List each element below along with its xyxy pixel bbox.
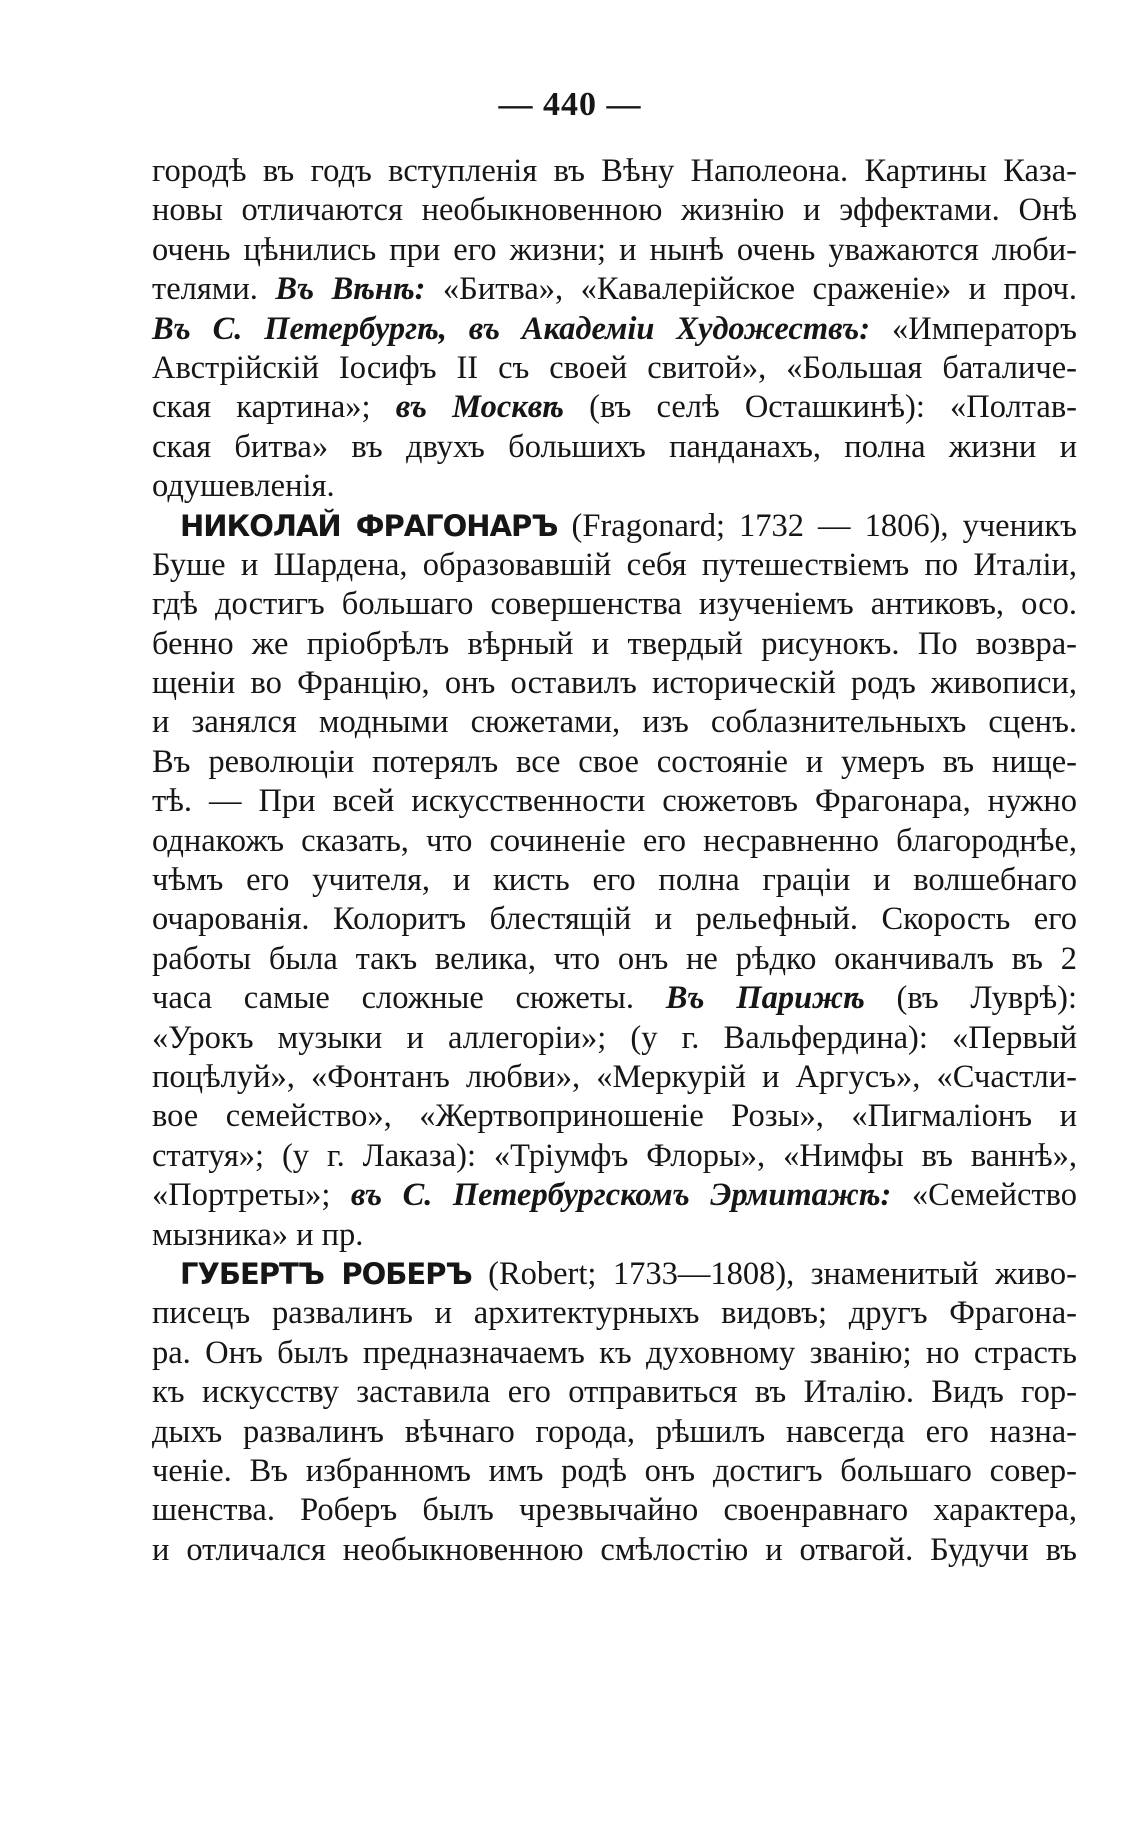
text-line: шенства. Роберъ былъ чрезвычайно своенравнаго характера, xyxy=(152,1492,1077,1529)
text-line: вое семейство», «Жертвоприношеніе Розы», «Пигмаліонъ и xyxy=(152,1098,1077,1135)
text-line xyxy=(152,388,1077,427)
text-line: очень цѣнились при его жизни; и нынѣ очень уважаются люби- xyxy=(152,231,1077,268)
text-line: городѣ въ годъ вступленія въ Вѣну Наполеона. Картины Каза- xyxy=(152,153,1077,189)
text-run: «Императоръ xyxy=(870,310,1077,347)
text-line: ская битва» въ двухъ большихъ панданахъ, полна жизни и xyxy=(152,428,1077,465)
location-italic: Въ Парижѣ xyxy=(665,980,865,1017)
text-line: гдѣ достигъ большаго совершенства изученіемъ антиковъ, осо. xyxy=(152,586,1077,623)
text-line: мызника» и пр. xyxy=(152,1216,364,1253)
body-text xyxy=(152,152,1077,1570)
text-line xyxy=(152,1176,1077,1215)
text-line: дыхъ развалинъ вѣчнаго города, рѣшилъ навсегда его назна- xyxy=(152,1413,1077,1450)
text-line: «Урокъ музыки и аллегоріи»; (у г. Вальфердина): «Первый xyxy=(152,1019,1077,1056)
text-run: «Портреты»; xyxy=(152,1177,351,1214)
text-line xyxy=(152,270,1077,309)
location-italic: въ Москвѣ xyxy=(395,389,564,426)
text-line xyxy=(152,1255,1077,1294)
text-line: тѣ. — При всей искусственности сюжетовъ Фрагонара, нужно xyxy=(152,783,1077,820)
text-line: Въ революціи потерялъ все свое состояніе и умеръ въ нище- xyxy=(152,743,1077,780)
text-line: поцѣлуй», «Фонтанъ любви», «Меркурій и Аргусъ», «Счастли- xyxy=(152,1058,1077,1095)
text-run: (Fragonard; 1732 — 1806), ученикъ xyxy=(557,507,1077,544)
text-run: (въ Луврѣ): xyxy=(864,980,1077,1017)
text-run: телями. xyxy=(152,271,276,308)
text-line: и отличался необыкновенною смѣлостію и отвагой. Будучи въ xyxy=(152,1531,1077,1568)
text-run: (въ селѣ Осташкинѣ): «Полтав- xyxy=(563,389,1078,426)
text-line: бенно же пріобрѣлъ вѣрный и твердый рисунокъ. По возвра- xyxy=(152,625,1077,662)
text-line: однакожъ сказать, что сочиненіе его несравненно благороднѣе, xyxy=(152,822,1077,859)
text-line: чѣмъ его учителя, и кисть его полна граціи и волшебнаго xyxy=(152,862,1077,899)
text-run: «Битва», «Кавалерійское сраженіе» и проч. xyxy=(425,271,1077,308)
text-line: ра. Онъ былъ предназначаемъ къ духовному званію; но страсть xyxy=(152,1334,1077,1371)
text-line: писецъ развалинъ и архитектурныхъ видовъ; другъ Фрагона- xyxy=(152,1295,1077,1332)
text-line: Австрійскій Іосифъ II съ своей свитой», «Большая баталиче- xyxy=(152,349,1077,386)
text-line xyxy=(152,310,1077,349)
location-italic: въ С. Петербургскомъ Эрмитажѣ: xyxy=(350,1177,892,1214)
text-line xyxy=(152,507,1077,546)
text-line: къ искусству заставила его отправиться въ Италію. Видъ гор- xyxy=(152,1374,1077,1411)
text-line: новы отличаются необыкновенною жизнію и эффектами. Онѣ xyxy=(152,192,1077,229)
text-line: щеніи во Францію, онъ оставилъ историческій родъ живописи, xyxy=(152,665,1077,702)
text-line: работы была такъ велика, что онъ не рѣдко оканчивалъ въ 2 xyxy=(152,940,1077,977)
text-line: статуя»; (у г. Лаказа): «Тріумфъ Флоры», «Нимфы въ ваннѣ», xyxy=(152,1137,1077,1174)
artist-name: НИКОЛАЙ ФРАГОНАРЪ xyxy=(180,508,558,543)
text-line: ченіе. Въ избранномъ имъ родѣ онъ достигъ большаго совер- xyxy=(152,1452,1077,1489)
text-line: и занялся модными сюжетами, изъ соблазнительныхъ сценъ. xyxy=(152,704,1077,741)
text-run: часа самые сложные сюжеты. xyxy=(152,980,666,1017)
text-run: (Robert; 1733—1808), знаменитый живо- xyxy=(471,1255,1077,1292)
text-line xyxy=(152,979,1077,1018)
location-italic: Въ Вѣнѣ: xyxy=(275,271,426,308)
text-line: очарованія. Колоритъ блестящій и рельефный. Скорость его xyxy=(152,901,1077,938)
text-run: ская картина»; xyxy=(152,389,396,426)
text-line: одушевленія. xyxy=(152,468,335,505)
text-run: «Семейство xyxy=(891,1177,1077,1214)
artist-name: ГУБЕРТЪ РОБЕРЪ xyxy=(180,1256,472,1291)
location-italic: Въ С. Петербургѣ, въ Академіи Художествъ: xyxy=(152,310,871,347)
text-line: Буше и Шардена, образовавшій себя путешествіемъ по Италіи, xyxy=(152,546,1077,583)
page-number: — 440 — xyxy=(498,86,642,123)
